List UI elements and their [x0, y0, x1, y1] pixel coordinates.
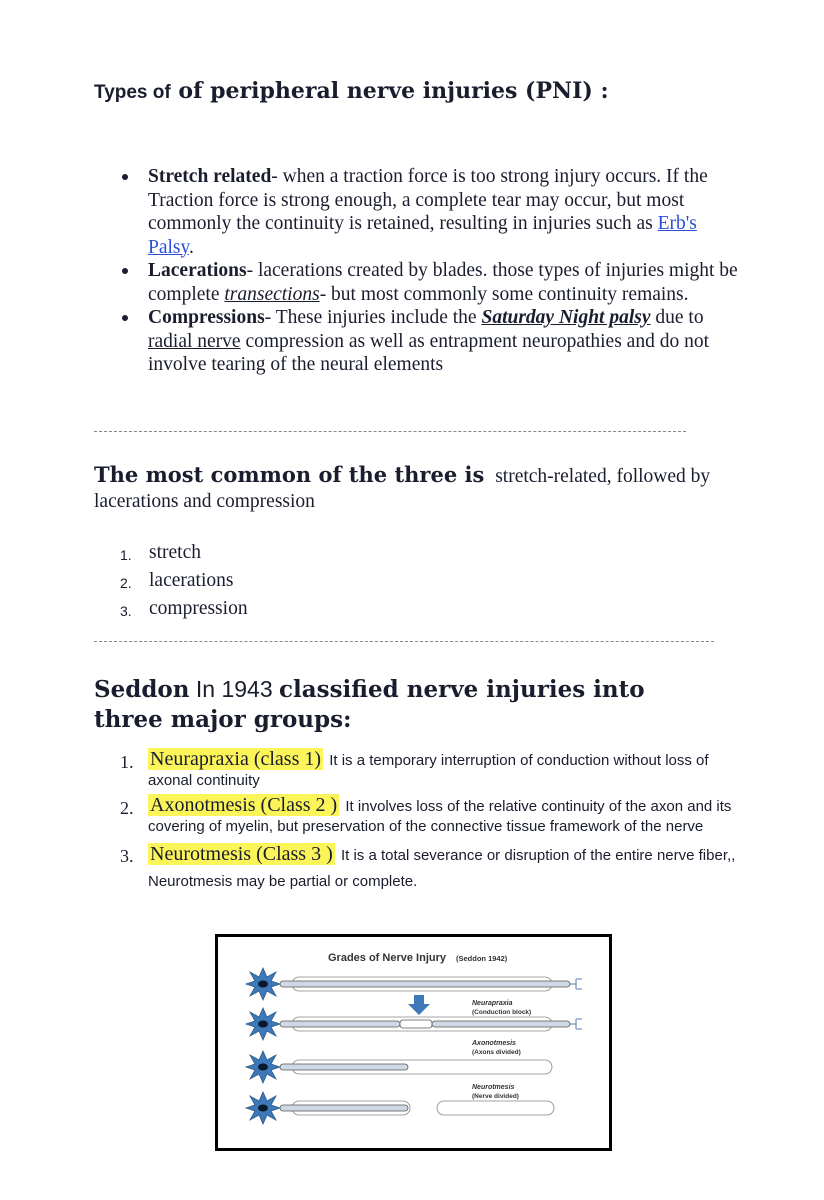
list-item: 3. Neurotmesis (Class 3 ) It is a total severance or disruption of the entire nerve fiber,, Neurotmesis may be partial or complete.: [120, 843, 736, 890]
highlighted-class-name: Neurapraxia (class 1): [150, 748, 322, 770]
seddon-heading: Seddon In 1943 classified nerve injuries into three major groups:: [94, 676, 645, 733]
nerve-injury-diagram: [218, 937, 609, 1148]
common-statement: [94, 462, 754, 514]
list-item: 1. Neurapraxia (class 1) It is a temporary interruption of conduction without loss of axonal continuity: [120, 748, 709, 789]
title-prefix: Types of: [94, 82, 171, 103]
saturday-night-palsy-emphasis: Saturday Night palsy: [481, 307, 651, 328]
type-label: Lacerations: [148, 260, 247, 281]
neurotmesis-row: [246, 1084, 554, 1124]
type-label: Compressions: [148, 307, 265, 328]
transections-emphasis: transections: [224, 283, 320, 305]
highlighted-class-name: Neurotmesis (Class 3 ): [150, 843, 333, 865]
list-item: 3. compression: [120, 598, 248, 619]
type-label: Stretch related: [148, 166, 272, 187]
injury-types-list: [118, 165, 738, 377]
common-rest: stretch-related, followed by lacerations and compression: [94, 466, 711, 512]
grade-note: (Axons divided): [472, 1049, 521, 1056]
grade-name: Neurotmesis: [472, 1084, 515, 1091]
list-item: 2. Axonotmesis (Class 2 ) It involves loss of the relative continuity of the axon and its covering of myelin, but preservation of the connective tissue framework of the nerve: [120, 794, 732, 835]
grade-note: (Nerve divided): [472, 1093, 519, 1100]
grade-name: Neurapraxia: [472, 1000, 513, 1007]
grade-note: (Conduction block): [472, 1009, 532, 1016]
axonotmesis-row: [246, 1040, 552, 1083]
page-title: [94, 78, 609, 105]
list-item: Compressions- These injuries include the Saturday Night palsy due to radial nerve compression as well as entrapment neuropathies and do not involve tearing of the neural elements: [118, 306, 738, 377]
grade-name: Axonotmesis: [472, 1040, 516, 1047]
list-item: 2. lacerations: [120, 570, 234, 591]
erbs-palsy-link[interactable]: Erb's Palsy: [148, 213, 697, 258]
title-main: of peripheral nerve injuries (PNI) :: [170, 78, 609, 104]
down-arrow-icon: [408, 995, 430, 1015]
divider: [94, 641, 714, 642]
highlighted-class-name: Axonotmesis (Class 2 ): [150, 794, 338, 816]
neurapraxia-row: [246, 995, 582, 1040]
radial-nerve-link[interactable]: radial nerve: [148, 330, 241, 352]
figure-title: Grades of Nerve Injury: [328, 952, 446, 964]
figure-title-ref: (Seddon 1942): [456, 954, 508, 963]
frequency-ranking-list: [120, 540, 248, 624]
nerve-injury-figure: [215, 934, 612, 1151]
list-item: 1. stretch: [120, 542, 201, 563]
list-item: Stretch related- when a traction force is too strong injury occurs. If the Traction force is strong enough, a complete tear may occur, but most commonly the continuity is retained, resulting in injuries such as Erb's Palsy.: [118, 165, 738, 259]
seddon-classes-list: [120, 749, 740, 899]
divider: [94, 431, 686, 432]
list-item: Lacerations- lacerations created by blades. those types of injuries might be complete transections- but most commonly some continuity remains.: [118, 259, 738, 306]
common-lead: The most common of the three is: [94, 462, 485, 487]
